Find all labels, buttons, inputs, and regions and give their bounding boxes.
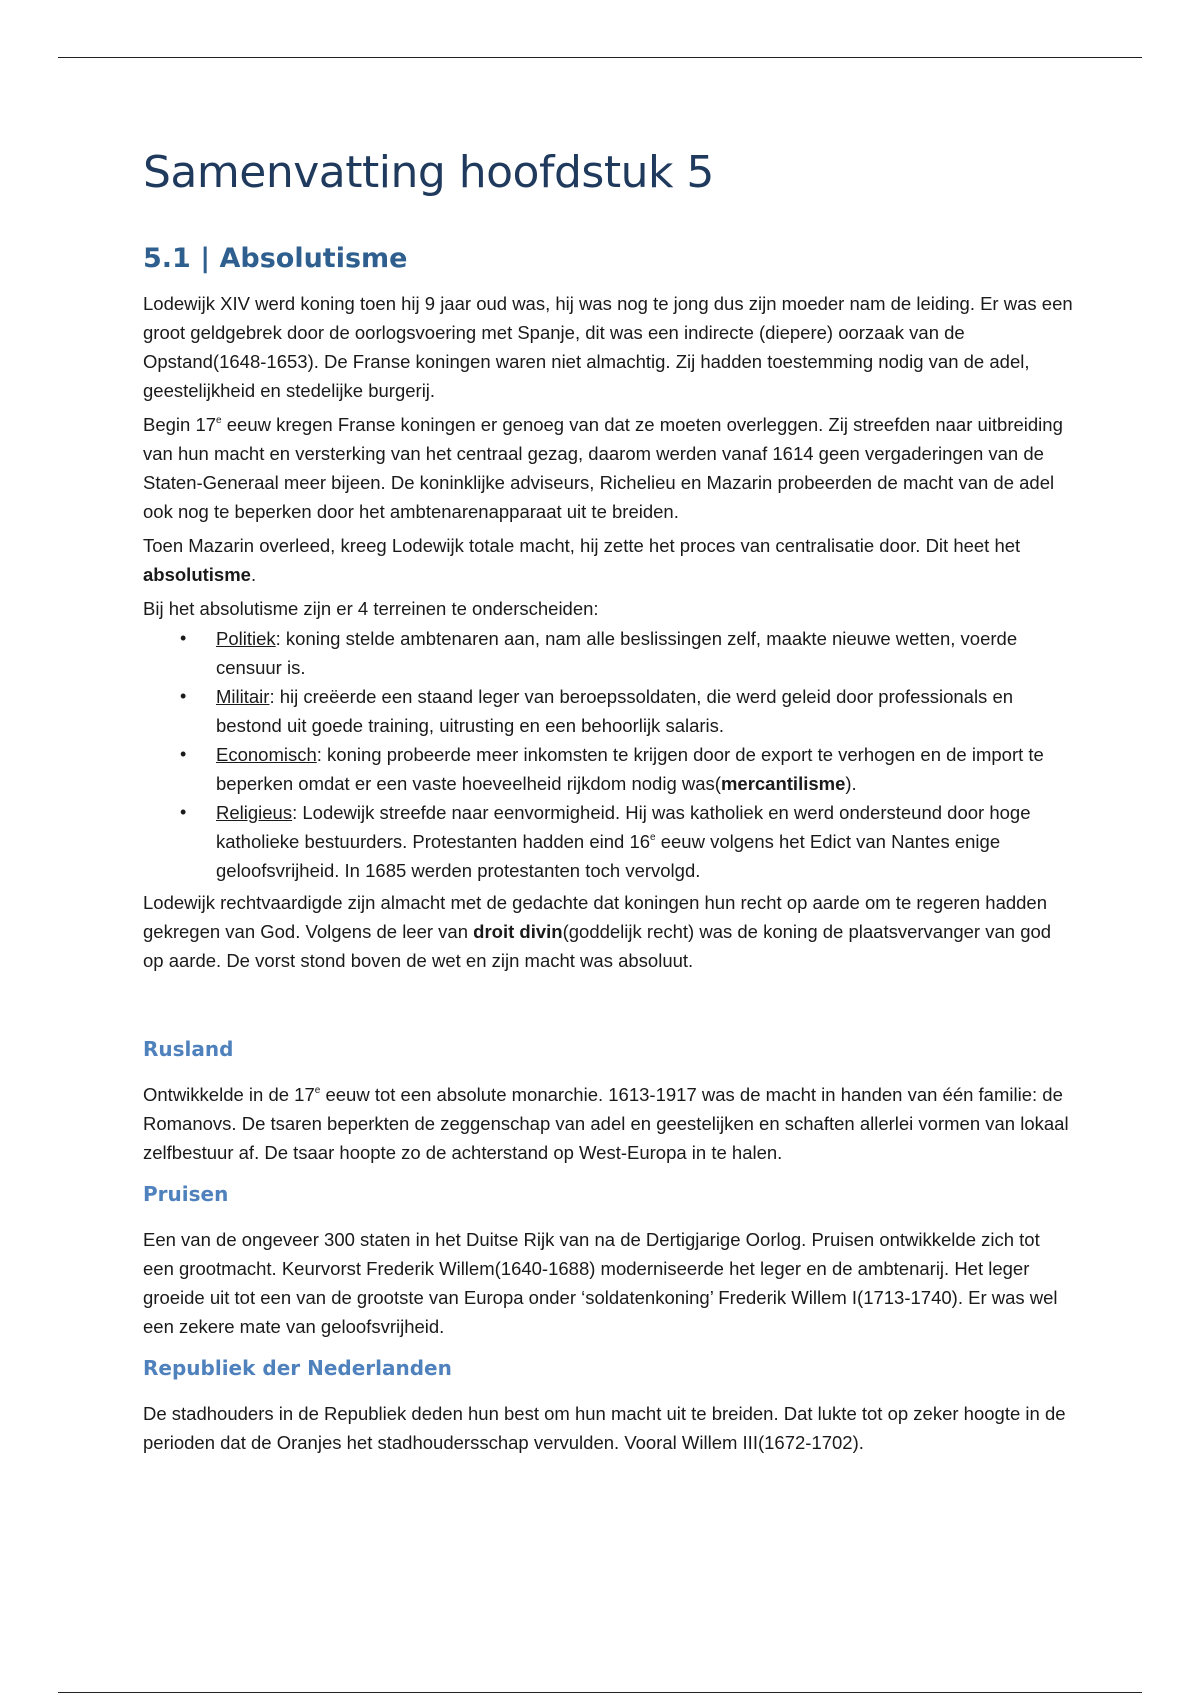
list-item-economisch: • Economisch: koning probeerde meer inkomsten te krijgen door de export te verhogen en de import te beperken omdat er een vaste hoeveelheid rijkdom nodig was(mercantilisme). — [216, 740, 1073, 798]
document-page — [143, 140, 1073, 1462]
bullet-icon: • — [180, 744, 187, 765]
list-item-politiek: • Politiek: koning stelde ambtenaren aan, nam alle beslissingen zelf, maakte nieuwe wetten, voerde censuur is. — [216, 624, 1073, 682]
term-absolutisme: absolutisme — [143, 564, 251, 586]
list-item-militair: • Militair: hij creëerde een staand leger van beroepssoldaten, die werd geleid door professionals en bestond uit goede training, uitrusting en een behoorlijk salaris. — [216, 682, 1073, 740]
document-title: Samenvatting hoofdstuk 5 — [143, 147, 714, 198]
paragraph-17e-eeuw: Begin 17e eeuw kregen Franse koningen er genoeg van dat ze moeten overleggen. Zij streefden naar uitbreiding van hun macht en versterking van het centraal gezag, daarom werden vanaf 1614 geen vergaderingen van de Staten-Generaal meer bijeen. De koninklijke adviseurs, Richelieu en Mazarin probeerden de macht van de adel ook nog te beperken door het ambtenarenapparaat uit te breiden. — [143, 414, 1063, 523]
bullet-icon: • — [180, 686, 187, 707]
paragraph-lodewijk-intro: Lodewijk XIV werd koning toen hij 9 jaar oud was, hij was nog te jong dus zijn moeder nam de leiding. Er was een groot geldgebrek door de oorlogsvoering met Spanje, dit was een indirecte (diepere) oorzaak van de Opstand(1648-1653). De Franse koningen waren niet almachtig. Zij hadden toestemming nodig van de adel, geestelijkheid en stedelijke burgerij. — [143, 293, 1073, 402]
subheading-republiek: Republiek der Nederlanden — [143, 1356, 452, 1381]
top-rule — [58, 57, 1142, 58]
subheading-pruisen: Pruisen — [143, 1182, 229, 1207]
paragraph-mazarin: Toen Mazarin overleed, kreeg Lodewijk totale macht, hij zette het proces van centralisatie door. Dit heet het absolutisme. — [143, 535, 1021, 586]
bullet-icon: • — [180, 802, 187, 823]
list-item-religieus: • Religieus: Lodewijk streefde naar eenvormigheid. Hij was katholiek en werd ondersteund door hoge katholieke bestuurders. Protestanten hadden eind 16e eeuw volgens het Edict van Nantes enige geloofsvrijheid. In 1685 werden protestanten toch vervolgd. — [216, 798, 1073, 885]
section-heading-absolutisme: 5.1 | Absolutisme — [143, 242, 408, 274]
term-religieus: Religieus — [216, 802, 293, 824]
subheading-rusland: Rusland — [143, 1037, 234, 1062]
paragraph-rusland: Ontwikkelde in de 17e eeuw tot een absolute monarchie. 1613-1917 was de macht in handen van één familie: de Romanovs. De tsaren beperkten de zeggenschap van adel en geestelijken en schaften allerlei vormen van lokaal zelfbestuur af. De tsaar hoopte zo de achterstand op West-Europa in te halen. — [143, 1084, 1069, 1164]
paragraph-droit-divin: Lodewijk rechtvaardigde zijn almacht met de gedachte dat koningen hun recht op aarde om te regeren hadden gekregen van God. Volgens de leer van droit divin(goddelijk recht) was de koning de plaatsvervanger van god op aarde. De vorst stond boven de wet en zijn macht was absoluut. — [143, 892, 1052, 972]
term-droit-divin: droit divin — [473, 921, 563, 943]
paragraph-pruisen: Een van de ongeveer 300 staten in het Duitse Rijk van na de Dertigjarige Oorlog. Pruisen ontwikkelde zich tot een grootmacht. Keurvorst Frederik Willem(1640-1688) moderniseerde het leger en de ambtenarij. Het leger groeide uit tot een van de grootste van Europa onder ‘soldatenkoning’ Frederik Willem I(1713-1740). Er was wel een zekere mate van geloofsvrijheid. — [143, 1229, 1058, 1338]
term-mercantilisme: mercantilisme — [720, 773, 846, 795]
term-politiek: Politiek — [216, 628, 276, 650]
list-intro: Bij het absolutisme zijn er 4 terreinen te onderscheiden: — [143, 598, 599, 620]
term-militair: Militair — [216, 686, 270, 708]
terrains-list — [143, 624, 1073, 885]
bullet-icon: • — [180, 628, 187, 649]
bottom-rule — [58, 1692, 1142, 1693]
paragraph-republiek: De stadhouders in de Republiek deden hun best om hun macht uit te breiden. Dat lukte tot op zeker hoogte in de perioden dat de Oranjes het stadhoudersschap vervulden. Vooral Willem III(1672-1702). — [143, 1403, 1066, 1454]
spacer — [143, 980, 1073, 1036]
term-economisch: Economisch — [216, 744, 317, 766]
